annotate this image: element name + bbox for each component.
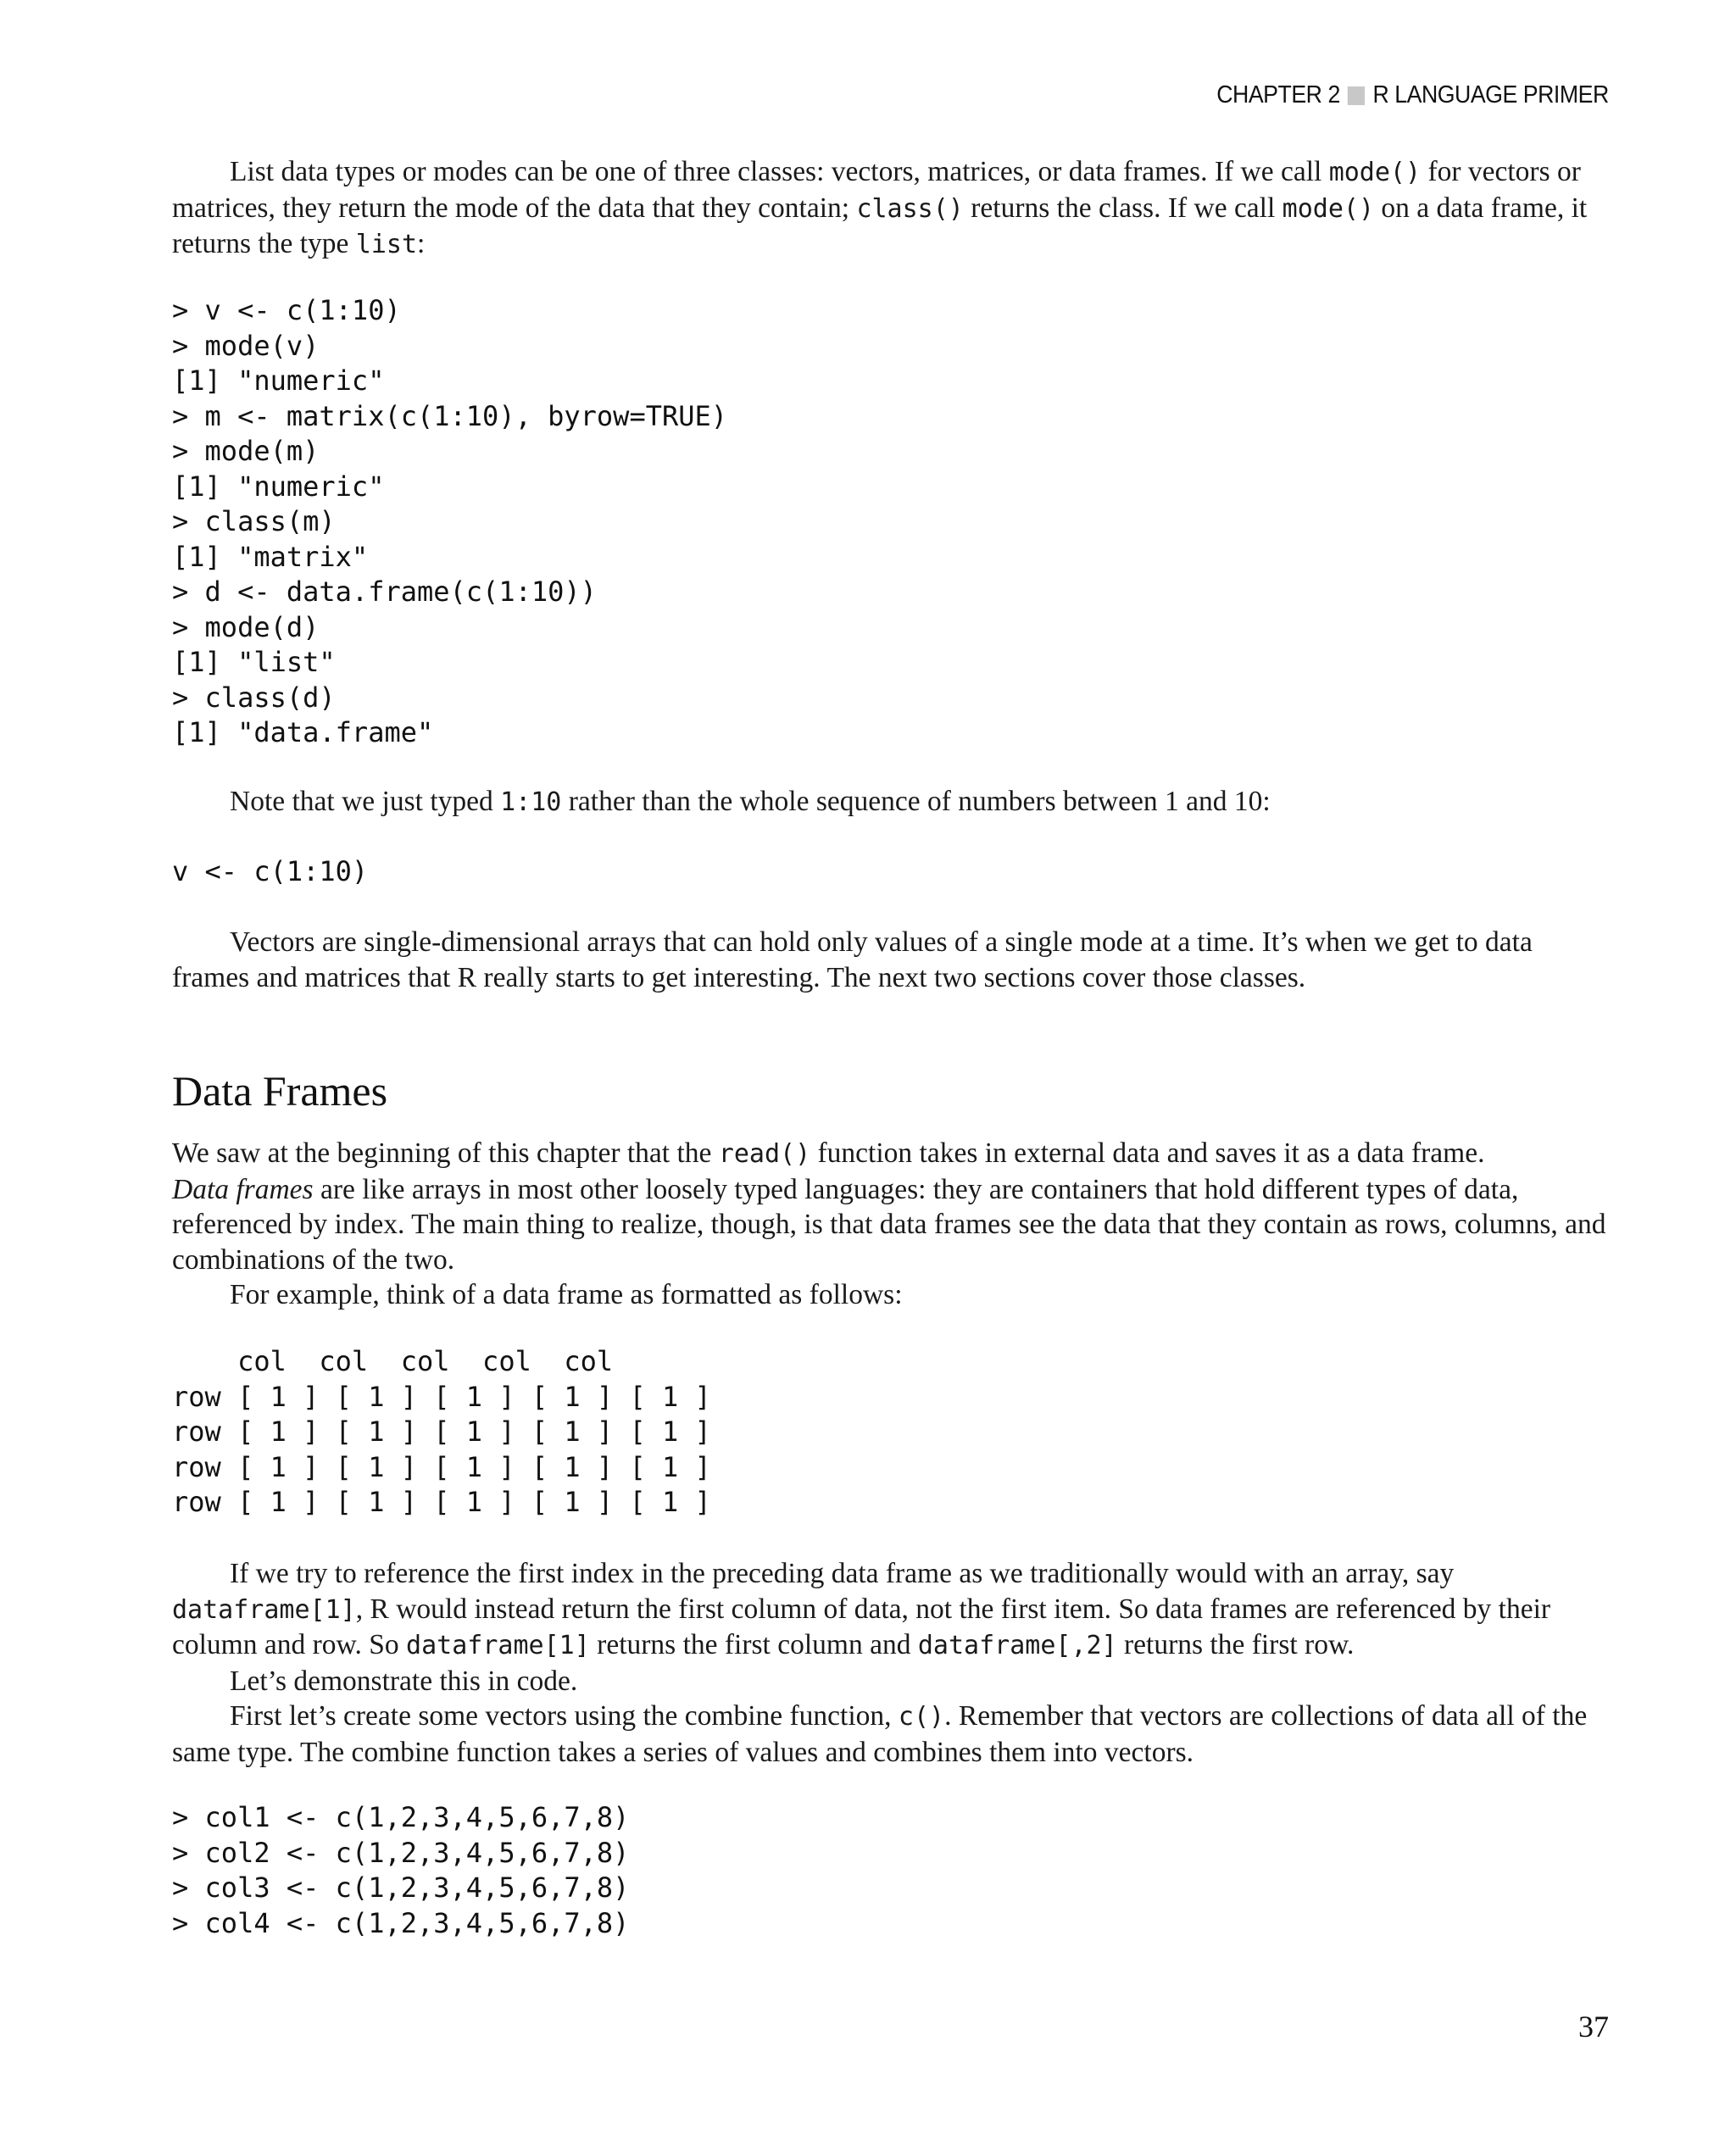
text: First let’s create some vectors using the combine function,	[230, 1700, 899, 1732]
vectors-paragraph	[172, 925, 1613, 995]
inline-code: class()	[856, 193, 964, 224]
section-heading: Data Frames	[172, 1067, 388, 1115]
code-block-vector: v <- c(1:10)	[172, 855, 369, 887]
code-block-mode-example: > v <- c(1:10) > mode(v) [1] "numeric" > m <- matrix(c(1:10), byrow=TRUE) > mode(m) [1] "numeric" > class(m) [1] "matrix" > d <- data.frame(c(1:10)) > mode(d) [1] "list" > class(d) [1] "data.frame"	[172, 294, 728, 748]
text: returns the first column and	[589, 1629, 918, 1660]
text: :	[417, 228, 426, 259]
index-paragraph	[172, 1556, 1613, 1770]
text: function takes in external data and saves it as a data frame.	[810, 1137, 1485, 1169]
text: returns the first row.	[1116, 1629, 1355, 1660]
italic-term: Data frames	[172, 1173, 314, 1205]
chapter-title: R LANGUAGE PRIMER	[1372, 81, 1609, 108]
text: Note that we just typed	[230, 786, 501, 817]
text: returns the class. If we call	[963, 192, 1283, 224]
page-number: 37	[1578, 2010, 1609, 2044]
running-head	[1216, 81, 1609, 109]
data-frames-intro	[172, 1136, 1613, 1313]
text: for vectors or matrices, they return the mode of the data that they contain;	[172, 156, 1581, 224]
inline-code: list	[355, 230, 418, 259]
text: rather than the whole sequence of numbers between 1 and 10:	[561, 786, 1271, 817]
text: , R would instead return the first column of data, not the first item. So data frames are referenced by their column and row. So	[172, 1593, 1551, 1660]
inline-code: c()	[898, 1702, 945, 1732]
text: . Remember that vectors are collections of data all of the same type. The combine function takes a series of values and combines them into vectors.	[172, 1700, 1588, 1768]
inline-code: dataframe[1]	[406, 1631, 590, 1660]
inline-code: dataframe[1]	[172, 1594, 356, 1625]
inline-code: mode()	[1328, 158, 1422, 187]
square-separator-icon	[1348, 86, 1365, 105]
chapter-label: CHAPTER 2	[1216, 81, 1341, 108]
note-paragraph	[172, 784, 1613, 820]
code-block-grid: col col col col col row [ 1 ] [ 1 ] [ 1 ] [ 1 ] [ 1 ] row [ 1 ] [ 1 ] [ 1 ] [ 1 ] [ 1 ] row [ 1 ] [ 1 ] [ 1 ] [ 1 ] [ 1 ] row [ 1 ] [ 1 ] [ 1 ] [ 1 ] [ 1 ]	[172, 1345, 711, 1518]
inline-code: mode()	[1282, 193, 1375, 224]
inline-code: dataframe[,2]	[917, 1631, 1117, 1660]
inline-code: read()	[718, 1139, 811, 1169]
text: List data types or modes can be one of three classes: vectors, matrices, or data frames. If we call	[230, 156, 1329, 187]
text: For example, think of a data frame as formatted as follows:	[230, 1279, 903, 1310]
text: on a data frame, it returns the type	[172, 192, 1588, 259]
inline-code: 1:10	[500, 787, 562, 817]
text: We saw at the beginning of this chapter that the	[172, 1137, 719, 1169]
code-block-columns: > col1 <- c(1,2,3,4,5,6,7,8) > col2 <- c(1,2,3,4,5,6,7,8) > col3 <- c(1,2,3,4,5,6,7,8) > col4 <- c(1,2,3,4,5,6,7,8)	[172, 1801, 630, 1939]
intro-paragraph	[172, 154, 1613, 263]
text: Let’s demonstrate this in code.	[230, 1665, 578, 1697]
text: are like arrays in most other loosely typed languages: they are containers that hold different types of data, referenced by index. The main thing to realize, though, is that data frames see the data that they contain as rows, columns, and combinations of the two.	[172, 1173, 1606, 1276]
text: If we try to reference the first index in the preceding data frame as we traditionally would with an array, say	[230, 1558, 1455, 1589]
text: Vectors are single-dimensional arrays that can hold only values of a single mode at a time. It’s when we get to data frames and matrices that R really starts to get interesting. The next two sections cover those classes.	[172, 926, 1533, 993]
